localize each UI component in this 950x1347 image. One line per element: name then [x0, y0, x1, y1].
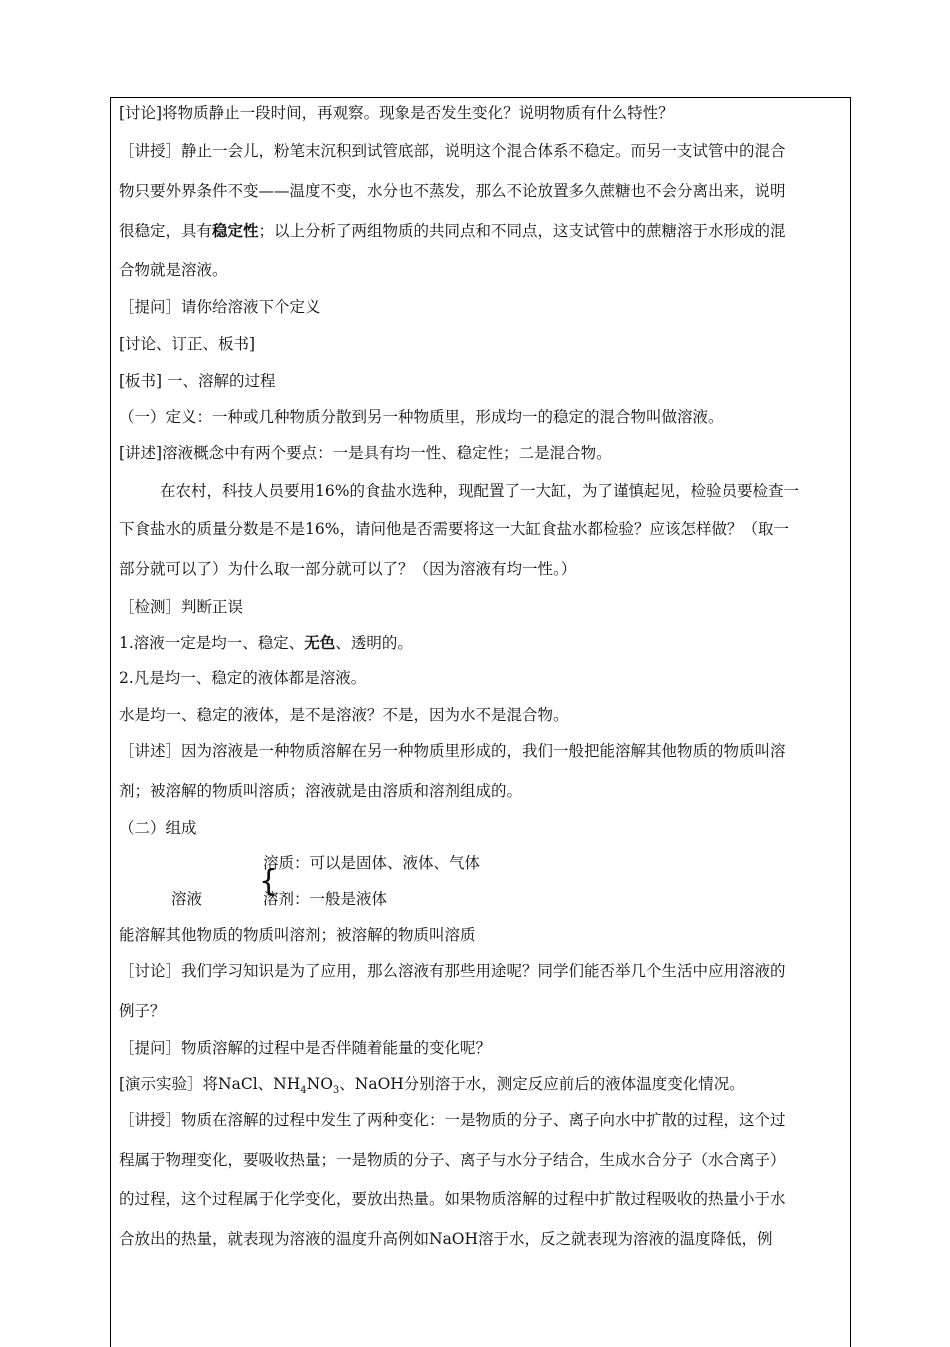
text-line: 在农村，科技人员要用16%的食盐水选种，现配置了一大缸，为了谨慎起见，检验员要检查一 — [160, 482, 799, 500]
text-line: 能溶解其他物质的物质叫溶剂；被溶解的物质叫溶质 — [119, 926, 476, 944]
text-line: [讨论、订正、板书] — [119, 335, 256, 353]
text-run: 、NaOH分别溶于水，测定反应前后的液体温度变化情况。 — [339, 1075, 745, 1093]
text-line: [讨论]将物质静止一段时间，再观察。现象是否发生变化？说明物质有什么特性？ — [119, 104, 674, 122]
text-line: ［讨论］我们学习知识是为了应用，那么溶液有那些用途呢？同学们能否举几个生活中应用溶液的 — [119, 962, 786, 980]
text-line: ［讲述］因为溶液是一种物质溶解在另一种物质里形成的，我们一般把能溶解其他物质的物质叫溶 — [119, 742, 786, 760]
composition-solvent: 溶剂：一般是液体 — [263, 890, 388, 908]
text-line: 合放出的热量，就表现为溶液的温度升高例如NaOH溶于水，反之就表现为溶液的温度降低，例 — [119, 1230, 773, 1248]
text-run: 很稳定，具有 — [119, 222, 213, 240]
text-run: [演示实验］将NaCl、NH — [119, 1075, 301, 1093]
text-line: 水是均一、稳定的液体，是不是溶液？不是，因为水不是混合物。 — [119, 706, 569, 724]
text-line: 剂；被溶解的物质叫溶质；溶液就是由溶质和溶剂组成的。 — [119, 782, 523, 800]
composition-solute: 溶质：可以是固体、液体、气体 — [263, 854, 481, 872]
text-line: 部分就可以了）为什么取一部分就可以了？（因为溶液有均一性。） — [119, 560, 577, 578]
text-line — [119, 633, 413, 653]
text-line: ［提问］物质溶解的过程中是否伴随着能量的变化呢？ — [119, 1039, 492, 1057]
text-line — [119, 221, 786, 241]
text-line: 下食盐水的质量分数是不是16%，请问他是否需要将这一大缸食盐水都检验？应该怎样做？（取一 — [119, 520, 789, 538]
bold-term-stability: 稳定性 — [212, 221, 259, 240]
composition-solution-label: 溶液 — [171, 890, 203, 908]
bold-term-colorless: 无色 — [304, 633, 336, 652]
text-line: [板书] 一、溶解的过程 — [119, 372, 276, 390]
subscript: 4 — [300, 1085, 307, 1097]
text-run: ；以上分析了两组物质的共同点和不同点，这支试管中的蔗糖溶于水形成的混 — [258, 222, 786, 240]
text-line: 程属于物理变化，要吸收热量；一是物质的分子、离子与水分子结合，生成水合分子（水合离子） — [119, 1151, 786, 1169]
text-run: 、透明的。 — [335, 634, 413, 652]
text-line: ［讲授］物质在溶解的过程中发生了两种变化：一是物质的分子、离子向水中扩散的过程，这个过 — [119, 1111, 786, 1129]
text-line: 例子？ — [119, 1002, 166, 1020]
text-run: NO — [306, 1075, 333, 1093]
text-line: 2.凡是均一、稳定的液体都是溶液。 — [119, 669, 367, 687]
text-line — [119, 1074, 745, 1101]
text-line: 合物就是溶液。 — [119, 261, 228, 279]
text-line: 的过程，这个过程属于化学变化，要放出热量。如果物质溶解的过程中扩散过程吸收的热量小于水 — [119, 1190, 786, 1208]
brace-icon: { — [259, 864, 279, 899]
text-line: （二）组成 — [119, 819, 197, 837]
text-line: （一）定义：一种或几种物质分散到另一种物质里，形成均一的稳定的混合物叫做溶液。 — [119, 408, 724, 426]
text-line: ［检测］判断正误 — [119, 598, 244, 616]
text-line: ［提问］请你给溶液下个定义 — [119, 298, 321, 316]
text-run: 1.溶液一定是均一、稳定、 — [119, 634, 305, 652]
text-line: 物只要外界条件不变——温度不变，水分也不蒸发，那么不论放置多久蔗糖也不会分离出来，说明 — [119, 182, 786, 200]
subscript: 3 — [332, 1085, 340, 1097]
text-line: ［讲授］静止一会儿，粉笔末沉积到试管底部，说明这个混合体系不稳定。而另一支试管中的混合 — [119, 142, 786, 160]
text-line: [讲述]溶液概念中有两个要点：一是具有均一性、稳定性；二是混合物。 — [119, 444, 612, 462]
